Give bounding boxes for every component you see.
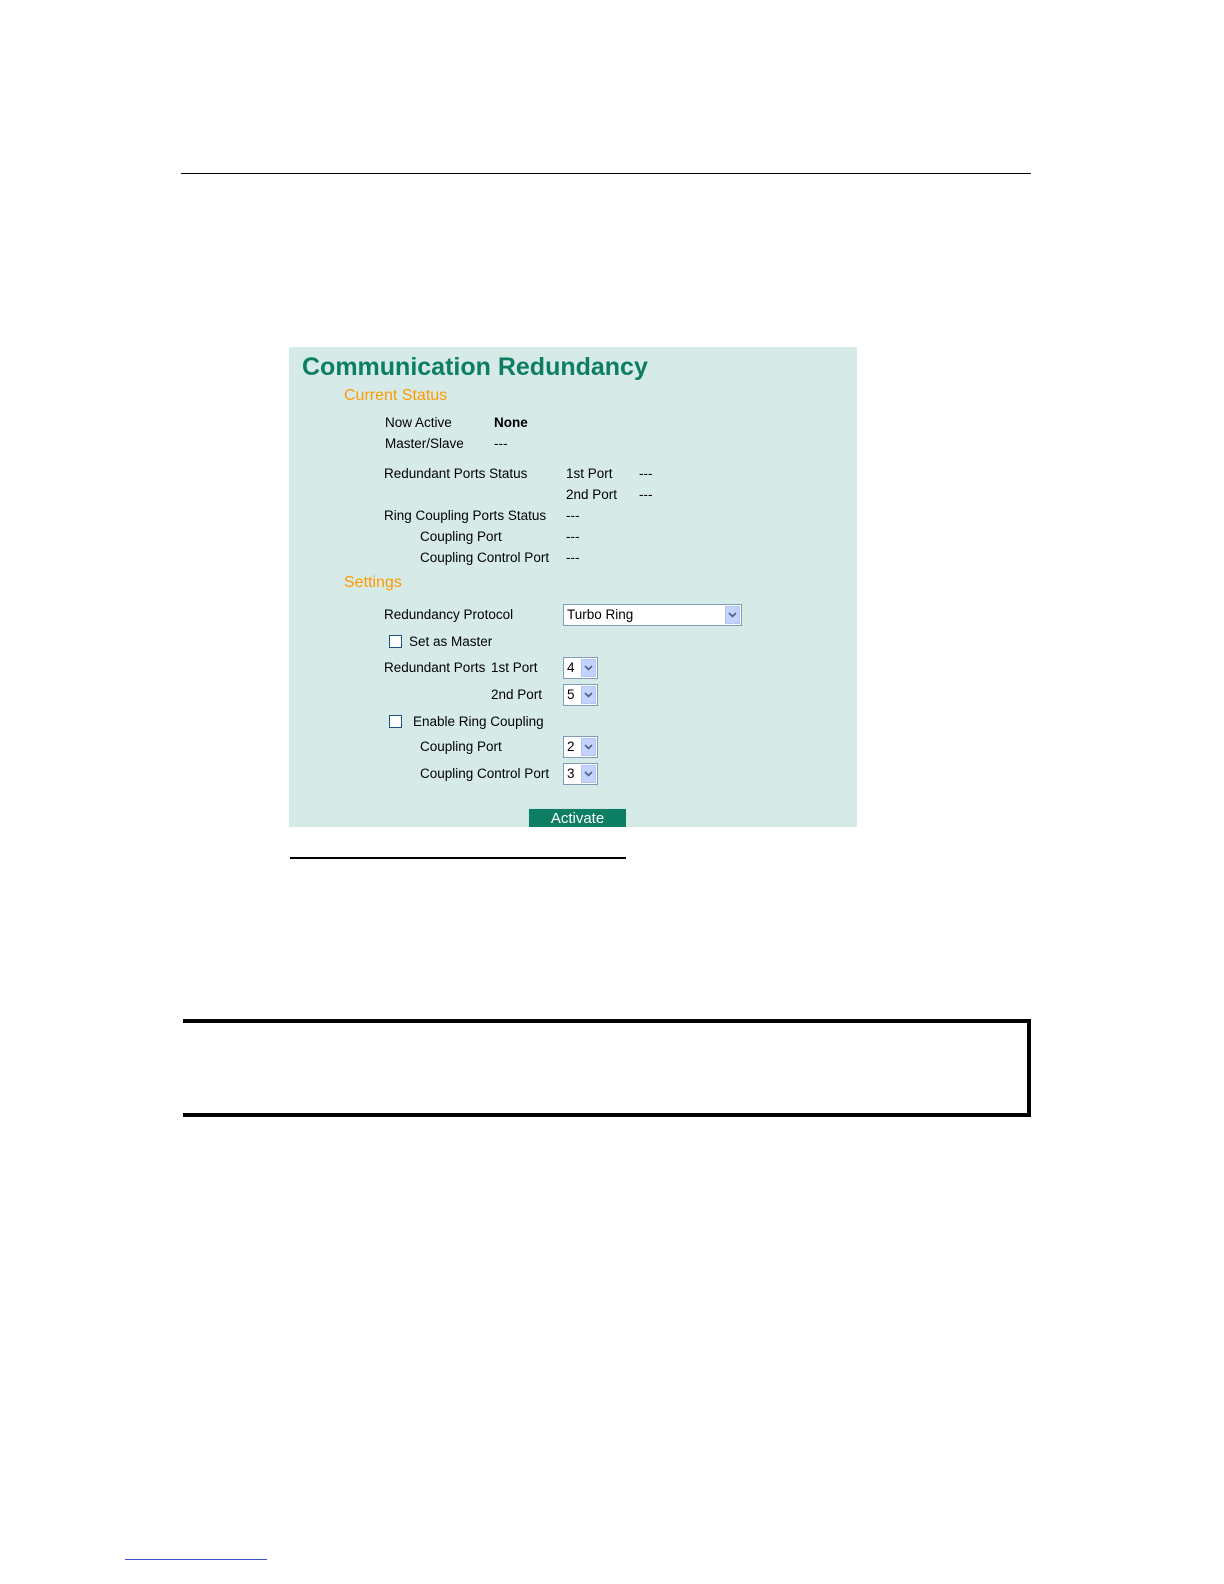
settings-heading: Settings — [344, 574, 402, 591]
enable-ring-coupling-checkbox[interactable] — [389, 715, 402, 728]
settings-coupling-port-label: Coupling Port — [420, 739, 502, 754]
enable-ring-coupling-label: Enable Ring Coupling — [413, 714, 544, 729]
caption-rule — [290, 857, 626, 859]
status-first-port-label: 1st Port — [566, 466, 613, 481]
set-as-master-label: Set as Master — [409, 634, 493, 649]
status-coupling-port-value: --- — [566, 529, 580, 544]
second-port-select[interactable] — [563, 684, 598, 706]
ring-coupling-status-value: --- — [566, 508, 580, 523]
master-slave-value: --- — [494, 436, 508, 451]
chevron-down-icon[interactable] — [581, 765, 596, 783]
coupling-control-port-value: 3 — [567, 766, 575, 781]
second-port-value: 5 — [567, 687, 575, 702]
chevron-down-icon[interactable] — [581, 738, 596, 756]
status-coupling-control-port-value: --- — [566, 550, 580, 565]
ring-coupling-status-label: Ring Coupling Ports Status — [384, 508, 547, 523]
coupling-port-select[interactable] — [563, 736, 598, 758]
status-coupling-control-port-label: Coupling Control Port — [420, 550, 550, 565]
set-as-master-checkbox[interactable] — [389, 635, 402, 648]
settings-coupling-control-port-label: Coupling Control Port — [420, 766, 550, 781]
settings-first-port-label: 1st Port — [491, 660, 538, 675]
first-port-select[interactable] — [563, 657, 598, 679]
page-title: Communication Redundancy — [302, 353, 648, 381]
chevron-down-icon[interactable] — [581, 686, 596, 704]
status-second-port-value: --- — [639, 487, 653, 502]
footer-rule — [125, 1559, 267, 1560]
header-rule — [181, 173, 1031, 174]
coupling-port-value: 2 — [567, 739, 575, 754]
now-active-value: None — [494, 415, 528, 430]
redundant-ports-label: Redundant Ports — [384, 660, 486, 675]
redundant-ports-status-label: Redundant Ports Status — [384, 466, 528, 481]
status-coupling-port-label: Coupling Port — [420, 529, 502, 544]
settings-second-port-label: 2nd Port — [491, 687, 543, 702]
redundancy-protocol-value: Turbo Ring — [567, 607, 634, 622]
coupling-control-port-select[interactable] — [563, 763, 598, 785]
now-active-label: Now Active — [385, 415, 452, 430]
chevron-down-icon[interactable] — [581, 659, 596, 677]
first-port-value: 4 — [567, 660, 575, 675]
status-first-port-value: --- — [639, 466, 653, 481]
chevron-down-icon[interactable] — [725, 606, 740, 624]
current-status-heading: Current Status — [344, 387, 448, 404]
master-slave-label: Master/Slave — [385, 436, 464, 451]
redundancy-protocol-label: Redundancy Protocol — [384, 607, 514, 622]
note-box — [183, 1019, 1031, 1117]
status-second-port-label: 2nd Port — [566, 487, 618, 502]
activate-button[interactable]: Activate — [528, 808, 626, 827]
redundancy-protocol-select[interactable] — [563, 604, 742, 626]
